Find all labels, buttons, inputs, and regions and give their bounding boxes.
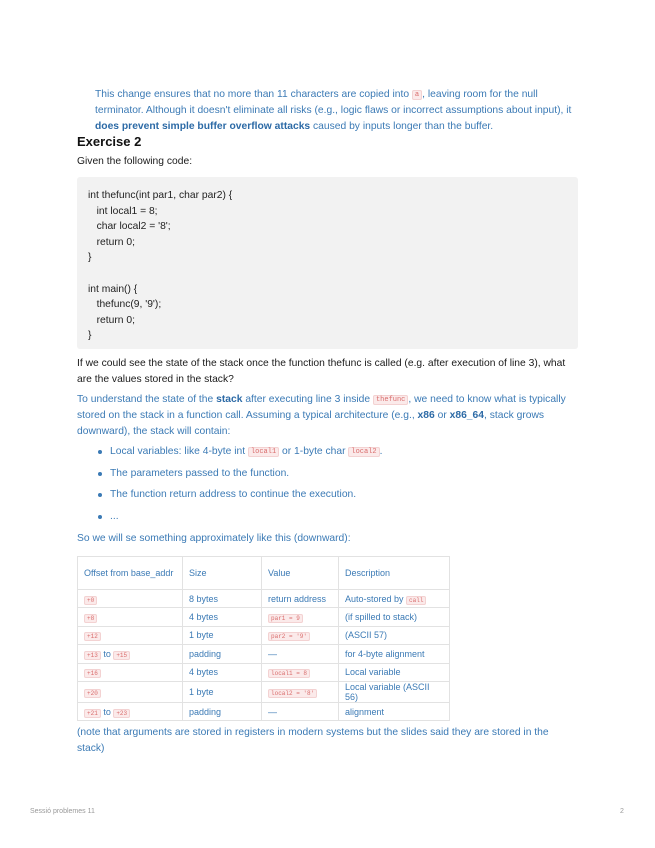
cell-description <box>339 663 450 681</box>
cell-offset <box>78 663 183 681</box>
offset-code: +15 <box>113 651 130 660</box>
offset-to: to <box>100 706 114 717</box>
cell-size: 8 bytes <box>183 590 262 608</box>
cell-value <box>262 702 339 720</box>
stack-table <box>77 556 450 721</box>
description-text: (ASCII 57) <box>345 630 388 641</box>
cell-offset <box>78 681 183 702</box>
offset-code: +21 <box>84 709 101 718</box>
cell-offset <box>78 590 183 608</box>
description-text: Local variable <box>345 667 401 678</box>
table-row <box>78 608 450 626</box>
table-row <box>78 663 450 681</box>
cell-offset <box>78 702 183 720</box>
inline-code-a: a <box>412 90 422 100</box>
cell-description <box>339 702 450 720</box>
list-item: The parameters passed to the function. <box>95 466 383 488</box>
offset-code: +20 <box>84 689 101 698</box>
value-code: par2 = '9' <box>268 632 310 641</box>
code-block: int thefunc(int par1, char par2) { int local1 = 8; char local2 = '8'; return 0; } int main() { thefunc(9, '9'); return 0; } <box>77 177 578 349</box>
offset-code: +0 <box>84 596 97 605</box>
offset-code: +12 <box>84 632 101 641</box>
inline-code-local2: local2 <box>348 447 379 457</box>
header-offset: Offset from base_addr <box>78 557 183 590</box>
note-text: (note that arguments are stored in registers in modern systems but the slides said they are stored in the stack) <box>77 727 549 754</box>
inline-code-thefunc: thefunc <box>373 395 408 405</box>
intro-text-2: , leaving room for the null terminator. Although it doesn't eliminate all risks (e.g., logic flaws or incorrect assumptions about input), it <box>95 89 572 117</box>
exercise-title: Exercise 2 <box>77 134 142 149</box>
bullet-text: . <box>379 446 383 457</box>
cell-size: 4 bytes <box>183 608 262 626</box>
cell-size: 1 byte <box>183 681 262 702</box>
answer-bold-x86: x86 <box>417 410 435 421</box>
cell-offset <box>78 608 183 626</box>
footer-page-number: 2 <box>620 808 624 815</box>
answer-paragraph <box>77 392 577 440</box>
cell-size: padding <box>183 645 262 663</box>
cell-description <box>339 681 450 702</box>
answer-text-1: To understand the state of the <box>77 394 217 405</box>
cell-description <box>339 590 450 608</box>
intro-paragraph <box>95 87 575 135</box>
answer-text-5: , stack grows downward), the stack will contain: <box>77 410 545 437</box>
cell-value <box>262 590 339 608</box>
question-text: If we could see the state of the stack once the function thefunc is called (e.g. after execution of line 3), what are the values stored in the stack? <box>77 358 566 385</box>
intro-text-1: This change ensures that no more than 11 characters are copied into <box>95 89 412 101</box>
table-body <box>78 590 450 721</box>
bullet-text: Local variables: like 4-byte int <box>110 446 248 457</box>
cell-value <box>262 608 339 626</box>
description-code: call <box>406 596 426 605</box>
list-item: ... <box>95 509 383 531</box>
value-text: — <box>268 648 277 659</box>
answer-text-2: after executing line 3 inside <box>242 394 373 405</box>
value-code: local1 = 8 <box>268 669 310 678</box>
cell-value <box>262 645 339 663</box>
table-row <box>78 626 450 644</box>
table-header-row <box>78 557 450 590</box>
cell-value <box>262 663 339 681</box>
stack-intro-text: So we will se something approximately like this (downward): <box>77 533 351 544</box>
description-text: for 4-byte alignment <box>345 648 425 659</box>
footer-session: Sessió problemes 11 <box>30 808 95 815</box>
cell-value <box>262 626 339 644</box>
list-item: The function return address to continue the execution. <box>95 487 383 509</box>
header-value: Value <box>262 557 339 590</box>
table-row <box>78 645 450 663</box>
cell-description <box>339 626 450 644</box>
answer-bold-x86-64: x86_64 <box>449 410 484 421</box>
cell-offset <box>78 645 183 663</box>
offset-code: +23 <box>113 709 130 718</box>
description-text: (if spilled to stack) <box>345 612 418 623</box>
cell-size: 1 byte <box>183 626 262 644</box>
cell-size: 4 bytes <box>183 663 262 681</box>
value-code: par1 = 9 <box>268 614 303 623</box>
header-description: Description <box>339 557 450 590</box>
header-size: Size <box>183 557 262 590</box>
intro-text-3: caused by inputs longer than the buffer. <box>310 121 494 133</box>
intro-bold: does prevent simple buffer overflow attacks <box>95 121 311 133</box>
inline-code-local1: local1 <box>248 447 279 457</box>
cell-value <box>262 681 339 702</box>
given-text: Given the following code: <box>77 156 193 167</box>
description-text: Local variable (ASCII 56) <box>345 681 430 702</box>
answer-text-4: or <box>434 410 450 421</box>
table-row <box>78 590 450 608</box>
answer-text-3: , we need to know what is typically stored on the stack in a function call. Assuming a typical architecture (e.g., <box>77 394 566 421</box>
offset-code: +16 <box>84 669 101 678</box>
value-text: return address <box>268 593 327 604</box>
offset-to: to <box>100 648 114 659</box>
cell-offset <box>78 626 183 644</box>
description-text: Auto-stored by <box>345 593 407 604</box>
value-code: local2 = '8' <box>268 689 317 698</box>
answer-bold-stack: stack <box>216 394 243 405</box>
table-row <box>78 702 450 720</box>
cell-description <box>339 608 450 626</box>
value-text: — <box>268 706 277 717</box>
bullet-text: or 1-byte char <box>279 446 349 457</box>
description-text: alignment <box>345 706 385 717</box>
offset-code: +8 <box>84 614 97 623</box>
cell-size: padding <box>183 702 262 720</box>
cell-description <box>339 645 450 663</box>
list-item <box>95 444 383 466</box>
bullet-list <box>95 444 383 530</box>
table-row <box>78 681 450 702</box>
offset-code: +13 <box>84 651 101 660</box>
